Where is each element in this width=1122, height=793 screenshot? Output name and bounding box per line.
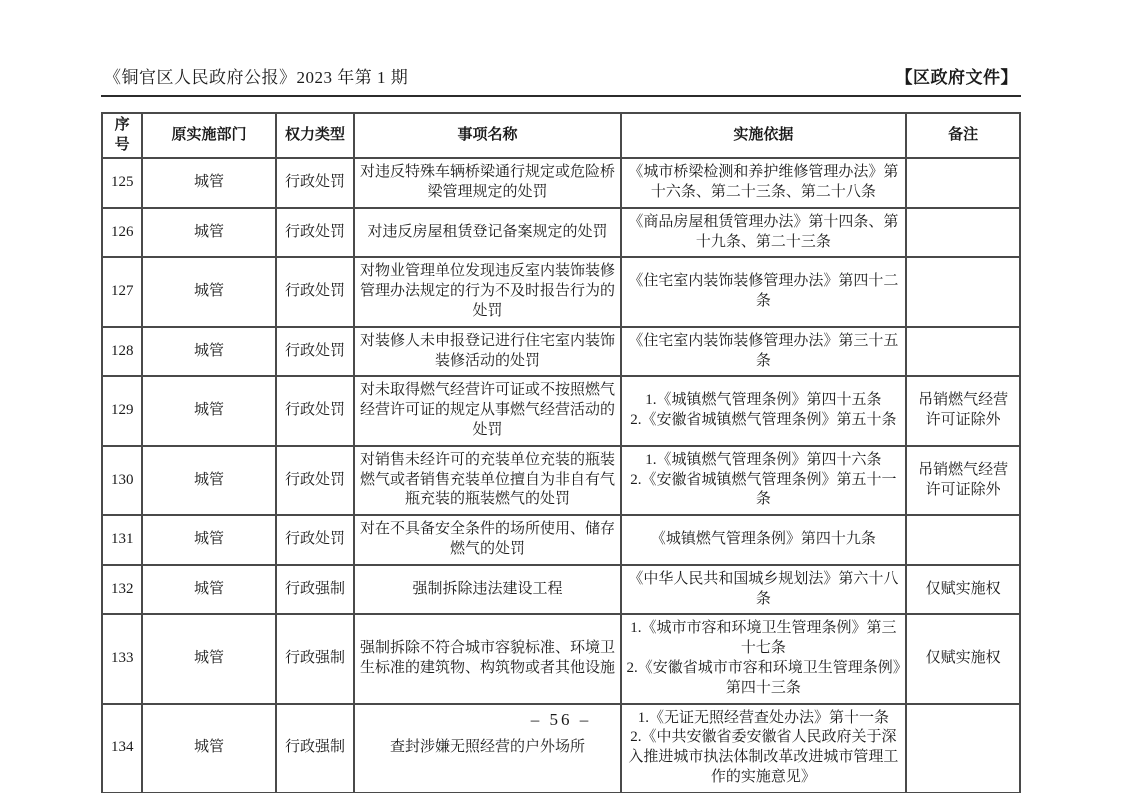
cell-basis <box>621 376 906 445</box>
cell-type: 行政强制 <box>276 614 355 703</box>
cell-no: 131 <box>102 515 142 565</box>
cell-basis <box>621 565 906 615</box>
cell-dept: 城管 <box>142 257 275 326</box>
basis-item: 《中华人民共和国城乡规划法》第六十八条 <box>628 570 899 607</box>
column-header-label: 原实施部门 <box>171 126 247 143</box>
basis-item: 2.《安徽省城镇燃气管理条例》第五十一条 <box>630 471 897 508</box>
cell-type: 行政处罚 <box>276 158 355 208</box>
column-header-basis <box>621 113 906 158</box>
basis-item: 1.《城市市容和环境卫生管理条例》第三十七条 <box>630 620 897 657</box>
cell-remark: 吊销燃气经营许可证除外 <box>906 446 1020 515</box>
cell-no: 126 <box>102 208 142 258</box>
cell-remark <box>906 515 1020 565</box>
table-row <box>102 208 1020 258</box>
column-header-name <box>354 113 620 158</box>
cell-name: 查封涉嫌无照经营的户外场所 <box>354 704 620 793</box>
cell-type: 行政处罚 <box>276 515 355 565</box>
header-rule <box>101 95 1021 97</box>
table-row <box>102 376 1020 445</box>
basis-item: 1.《城镇燃气管理条例》第四十六条 <box>645 451 882 468</box>
table-row <box>102 158 1020 208</box>
cell-no: 129 <box>102 376 142 445</box>
cell-remark <box>906 257 1020 326</box>
cell-dept: 城管 <box>142 376 275 445</box>
cell-type: 行政处罚 <box>276 376 355 445</box>
basis-item: 1.《无证无照经营查处办法》第十一条 <box>637 709 890 726</box>
cell-type: 行政处罚 <box>276 327 355 377</box>
cell-dept: 城管 <box>142 327 275 377</box>
cell-type: 行政强制 <box>276 704 355 793</box>
basis-item: 2.《安徽省城市市容和环境卫生管理条例》第四十三条 <box>626 660 901 696</box>
cell-name: 对物业管理单位发现违反室内装饰装修管理办法规定的行为不及时报告行为的处罚 <box>354 257 620 326</box>
cell-name: 对未取得燃气经营许可证或不按照燃气经营许可证的规定从事燃气经营活动的处罚 <box>354 376 620 445</box>
cell-no: 133 <box>102 614 142 703</box>
column-header-no <box>102 113 142 158</box>
page-number: – 56 – <box>530 710 592 729</box>
column-header-label: 权力类型 <box>284 126 345 143</box>
cell-dept: 城管 <box>142 614 275 703</box>
basis-item: 《住宅室内装饰装修管理办法》第三十五条 <box>628 332 899 369</box>
cell-basis <box>621 614 906 703</box>
cell-remark <box>906 158 1020 208</box>
table-row <box>102 446 1020 515</box>
cell-type: 行政处罚 <box>276 446 355 515</box>
column-header-label: 事项名称 <box>457 126 518 143</box>
column-header-remark <box>906 113 1020 158</box>
table-row <box>102 257 1020 326</box>
table-row <box>102 515 1020 565</box>
cell-remark: 仅赋实施权 <box>906 565 1020 615</box>
cell-name: 对违反特殊车辆桥梁通行规定或危险桥梁管理规定的处罚 <box>354 158 620 208</box>
table-row <box>102 327 1020 377</box>
cell-no: 132 <box>102 565 142 615</box>
cell-dept: 城管 <box>142 446 275 515</box>
cell-remark: 吊销燃气经营许可证除外 <box>906 376 1020 445</box>
basis-item: 《城镇燃气管理条例》第四十九条 <box>650 531 876 548</box>
basis-item: 2.《中共安徽省委安徽省人民政府关于深入推进城市执法体制改革改进城市管理工作的实施意见》 <box>628 729 899 786</box>
cell-dept: 城管 <box>142 208 275 258</box>
column-header-label: 实施依据 <box>733 126 794 143</box>
cell-dept: 城管 <box>142 704 275 793</box>
cell-basis <box>621 208 906 258</box>
cell-basis <box>621 158 906 208</box>
column-header-label: 序号 <box>114 117 130 153</box>
column-header-dept <box>142 113 275 158</box>
cell-name: 对在不具备安全条件的场所使用、储存燃气的处罚 <box>354 515 620 565</box>
cell-no: 125 <box>102 158 142 208</box>
basis-item: 《住宅室内装饰装修管理办法》第四十二条 <box>628 273 899 310</box>
column-header-label: 备注 <box>948 126 979 143</box>
cell-remark <box>906 327 1020 377</box>
cell-type: 行政处罚 <box>276 208 355 258</box>
section-label: 【区政府文件】 <box>895 68 1018 87</box>
cell-basis <box>621 327 906 377</box>
cell-no: 127 <box>102 257 142 326</box>
cell-basis <box>621 446 906 515</box>
basis-item: 《商品房屋租赁管理办法》第十四条、第十九条、第二十三条 <box>628 213 899 250</box>
power-items-table <box>101 112 1021 793</box>
cell-type: 行政强制 <box>276 565 355 615</box>
basis-item: 1.《城镇燃气管理条例》第四十五条 <box>645 392 882 409</box>
cell-type: 行政处罚 <box>276 257 355 326</box>
cell-name: 对装修人未申报登记进行住宅室内装饰装修活动的处罚 <box>354 327 620 377</box>
table-row <box>102 614 1020 703</box>
cell-name: 强制拆除违法建设工程 <box>354 565 620 615</box>
column-header-type <box>276 113 355 158</box>
cell-remark <box>906 208 1020 258</box>
basis-item: 《城市桥梁检测和养护维修管理办法》第十六条、第二十三条、第二十八条 <box>628 164 899 201</box>
cell-no: 134 <box>102 704 142 793</box>
cell-dept: 城管 <box>142 158 275 208</box>
basis-item: 2.《安徽省城镇燃气管理条例》第五十条 <box>630 412 897 429</box>
cell-name: 对违反房屋租赁登记备案规定的处罚 <box>354 208 620 258</box>
cell-basis <box>621 257 906 326</box>
cell-dept: 城管 <box>142 515 275 565</box>
gazette-issue-title: 《铜官区人民政府公报》2023 年第 1 期 <box>104 68 409 87</box>
cell-no: 130 <box>102 446 142 515</box>
table-header-row <box>102 113 1020 158</box>
cell-name: 对销售未经许可的充装单位充装的瓶装燃气或者销售充装单位擅自为非自有气瓶充装的瓶装燃气的处罚 <box>354 446 620 515</box>
cell-dept: 城管 <box>142 565 275 615</box>
cell-no: 128 <box>102 327 142 377</box>
cell-basis <box>621 515 906 565</box>
page-header <box>101 68 1021 88</box>
cell-name: 强制拆除不符合城市容貌标准、环境卫生标准的建筑物、构筑物或者其他设施 <box>354 614 620 703</box>
table-row <box>102 565 1020 615</box>
cell-remark: 仅赋实施权 <box>906 614 1020 703</box>
